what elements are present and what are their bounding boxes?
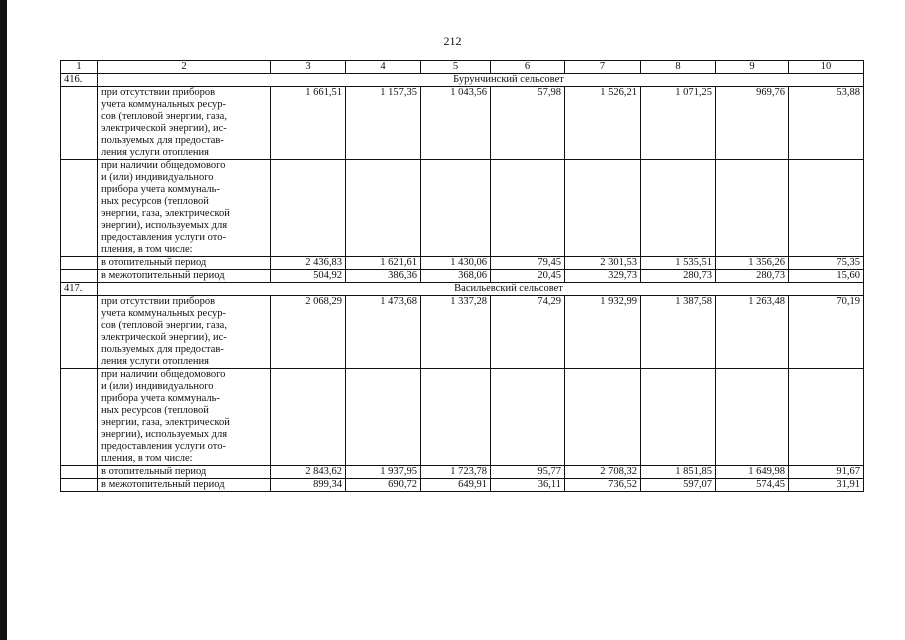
value-cell: 1 157,35 bbox=[346, 87, 421, 160]
description-line: предоставления услуги ото- bbox=[101, 232, 226, 243]
description-line: при отсутствии приборов bbox=[101, 296, 216, 307]
empty-value-cell bbox=[641, 369, 716, 466]
value-cell: 2 708,32 bbox=[565, 466, 641, 479]
empty-value-cell bbox=[789, 160, 864, 257]
empty-value-cell bbox=[421, 160, 491, 257]
value-cell: 736,52 bbox=[565, 479, 641, 492]
header-cell: 1 bbox=[61, 61, 98, 74]
without-meter-row bbox=[61, 87, 864, 160]
description-line: энергии), используемых для bbox=[101, 220, 228, 231]
value-cell: 20,45 bbox=[491, 270, 565, 283]
description-line: при наличии общедомового bbox=[101, 160, 226, 171]
value-cell: 1 263,48 bbox=[716, 296, 789, 369]
value-cell: 1 387,58 bbox=[641, 296, 716, 369]
value-cell: 74,29 bbox=[491, 296, 565, 369]
value-cell: 329,73 bbox=[565, 270, 641, 283]
description-cell bbox=[98, 87, 271, 160]
empty-value-cell bbox=[789, 369, 864, 466]
description-line: энергии, газа, электрической bbox=[101, 208, 230, 219]
value-cell: 280,73 bbox=[641, 270, 716, 283]
description-line: электрической энергии), ис- bbox=[101, 123, 227, 134]
empty-cell bbox=[61, 479, 98, 492]
header-cell: 7 bbox=[565, 61, 641, 74]
header-row bbox=[61, 61, 864, 74]
value-cell: 1 071,25 bbox=[641, 87, 716, 160]
value-cell: 1 337,28 bbox=[421, 296, 491, 369]
description-cell bbox=[98, 160, 271, 257]
value-cell: 2 436,83 bbox=[271, 257, 346, 270]
value-cell: 1 723,78 bbox=[421, 466, 491, 479]
value-cell: 31,91 bbox=[789, 479, 864, 492]
value-cell: 36,11 bbox=[491, 479, 565, 492]
value-cell: 1 043,56 bbox=[421, 87, 491, 160]
section-title-cell bbox=[98, 74, 864, 87]
empty-value-cell bbox=[491, 160, 565, 257]
value-cell: 1 430,06 bbox=[421, 257, 491, 270]
description-line: и (или) индивидуального bbox=[101, 172, 214, 183]
row-number: 416. bbox=[61, 74, 98, 87]
value-cell: 95,77 bbox=[491, 466, 565, 479]
description-line: при отсутствии приборов bbox=[101, 87, 216, 98]
value-cell: 1 473,68 bbox=[346, 296, 421, 369]
value-cell: 75,35 bbox=[789, 257, 864, 270]
section-title-cell bbox=[98, 283, 864, 296]
description-cell bbox=[98, 369, 271, 466]
interheating-row bbox=[61, 270, 864, 283]
heating-row bbox=[61, 466, 864, 479]
empty-cell bbox=[61, 257, 98, 270]
description-line: ления услуги отопления bbox=[101, 356, 209, 367]
empty-value-cell bbox=[346, 369, 421, 466]
description-line: и (или) индивидуального bbox=[101, 381, 214, 392]
header-cell: 5 bbox=[421, 61, 491, 74]
empty-value-cell bbox=[716, 160, 789, 257]
row-number: 417. bbox=[61, 283, 98, 296]
header-cell: 6 bbox=[491, 61, 565, 74]
description-line: ления услуги отопления bbox=[101, 147, 209, 158]
section-header-row bbox=[61, 283, 864, 296]
without-meter-row bbox=[61, 296, 864, 369]
empty-value-cell bbox=[565, 369, 641, 466]
table-body bbox=[61, 61, 864, 492]
value-cell: 690,72 bbox=[346, 479, 421, 492]
value-cell: 1 661,51 bbox=[271, 87, 346, 160]
header-cell: 2 bbox=[98, 61, 271, 74]
value-cell: 1 526,21 bbox=[565, 87, 641, 160]
description-cell bbox=[98, 296, 271, 369]
empty-value-cell bbox=[346, 160, 421, 257]
description-line: сов (тепловой энергии, газа, bbox=[101, 320, 227, 331]
description-line: сов (тепловой энергии, газа, bbox=[101, 111, 227, 122]
section-title: Бурунчинский сельсовет bbox=[453, 74, 564, 85]
description-line: прибора учета коммуналь- bbox=[101, 393, 220, 404]
empty-cell bbox=[61, 296, 98, 369]
value-cell: 79,45 bbox=[491, 257, 565, 270]
value-cell: 91,67 bbox=[789, 466, 864, 479]
empty-value-cell bbox=[271, 160, 346, 257]
description-line: ных ресурсов (тепловой bbox=[101, 405, 209, 416]
description-line: учета коммунальных ресур- bbox=[101, 308, 226, 319]
value-cell: 1 621,61 bbox=[346, 257, 421, 270]
period-label: в межотопительный период bbox=[98, 479, 271, 492]
description-line: при наличии общедомового bbox=[101, 369, 226, 380]
value-cell: 2 301,53 bbox=[565, 257, 641, 270]
value-cell: 1 851,85 bbox=[641, 466, 716, 479]
header-cell: 9 bbox=[716, 61, 789, 74]
header-cell: 3 bbox=[271, 61, 346, 74]
value-cell: 969,76 bbox=[716, 87, 789, 160]
value-cell: 2 843,62 bbox=[271, 466, 346, 479]
value-cell: 1 649,98 bbox=[716, 466, 789, 479]
value-cell: 368,06 bbox=[421, 270, 491, 283]
value-cell: 649,91 bbox=[421, 479, 491, 492]
value-cell: 1 932,99 bbox=[565, 296, 641, 369]
empty-cell bbox=[61, 87, 98, 160]
empty-value-cell bbox=[641, 160, 716, 257]
value-cell: 1 356,26 bbox=[716, 257, 789, 270]
empty-cell bbox=[61, 369, 98, 466]
section-header-row bbox=[61, 74, 864, 87]
description-line: энергии), используемых для bbox=[101, 429, 228, 440]
description-line: предоставления услуги ото- bbox=[101, 441, 226, 452]
value-cell: 1 535,51 bbox=[641, 257, 716, 270]
value-cell: 504,92 bbox=[271, 270, 346, 283]
empty-value-cell bbox=[421, 369, 491, 466]
value-cell: 1 937,95 bbox=[346, 466, 421, 479]
description-line: прибора учета коммуналь- bbox=[101, 184, 220, 195]
heating-row bbox=[61, 257, 864, 270]
header-cell: 8 bbox=[641, 61, 716, 74]
header-cell: 10 bbox=[789, 61, 864, 74]
description-line: пользуемых для предостав- bbox=[101, 344, 224, 355]
with-meter-row bbox=[61, 160, 864, 257]
description-line: пления, в том числе: bbox=[101, 453, 193, 464]
section-title: Васильевский сельсовет bbox=[454, 283, 563, 294]
description-line: учета коммунальных ресур- bbox=[101, 99, 226, 110]
description-line: электрической энергии), ис- bbox=[101, 332, 227, 343]
interheating-row bbox=[61, 479, 864, 492]
empty-value-cell bbox=[491, 369, 565, 466]
empty-value-cell bbox=[271, 369, 346, 466]
value-cell: 597,07 bbox=[641, 479, 716, 492]
header-cell: 4 bbox=[346, 61, 421, 74]
description-line: ных ресурсов (тепловой bbox=[101, 196, 209, 207]
period-label: в отопительный период bbox=[98, 466, 271, 479]
tariff-table bbox=[60, 60, 864, 492]
empty-value-cell bbox=[565, 160, 641, 257]
value-cell: 53,88 bbox=[789, 87, 864, 160]
value-cell: 899,34 bbox=[271, 479, 346, 492]
empty-cell bbox=[61, 466, 98, 479]
value-cell: 57,98 bbox=[491, 87, 565, 160]
value-cell: 70,19 bbox=[789, 296, 864, 369]
period-label: в межотопительный период bbox=[98, 270, 271, 283]
empty-cell bbox=[61, 160, 98, 257]
value-cell: 280,73 bbox=[716, 270, 789, 283]
value-cell: 15,60 bbox=[789, 270, 864, 283]
value-cell: 574,45 bbox=[716, 479, 789, 492]
description-line: энергии, газа, электрической bbox=[101, 417, 230, 428]
page-number: 212 bbox=[443, 34, 462, 48]
period-label: в отопительный период bbox=[98, 257, 271, 270]
value-cell: 386,36 bbox=[346, 270, 421, 283]
with-meter-row bbox=[61, 369, 864, 466]
empty-cell bbox=[61, 270, 98, 283]
empty-value-cell bbox=[716, 369, 789, 466]
description-line: пользуемых для предостав- bbox=[101, 135, 224, 146]
value-cell: 2 068,29 bbox=[271, 296, 346, 369]
description-line: пления, в том числе: bbox=[101, 244, 193, 255]
page-edge-bar bbox=[0, 0, 7, 640]
